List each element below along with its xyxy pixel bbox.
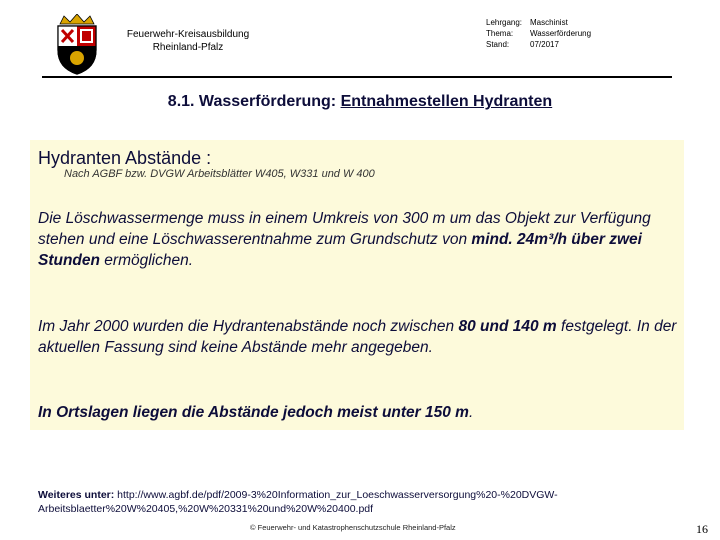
meta-row-course: [486, 17, 591, 28]
meta-key: Stand:: [486, 40, 510, 49]
paragraph-urban-distances: [38, 402, 678, 423]
course-meta: [486, 17, 591, 50]
source-note: Nach AGBF bzw. DVGW Arbeitsblätter W405, W331 und W 400: [64, 168, 375, 180]
meta-value: Wasserförderung: [530, 29, 592, 38]
meta-value: Maschinist: [530, 18, 568, 27]
p1-text-a: Die Löschwassermenge muss in einem Umkreis von 300 m um das Objekt zur Verfügung stehen und eine Löschwasserentnahme zum Grundschutz von: [38, 210, 651, 248]
p2-text-c: festgelegt. In der aktuellen Fassung sind keine Abstände mehr angegeben.: [38, 318, 677, 356]
p2-text-bold: 80 und 140 m: [458, 318, 557, 335]
meta-key: Lehrgang:: [486, 18, 523, 27]
p3-text-bold: In Ortslagen liegen die Abstände jedoch meist unter 150 m: [38, 404, 469, 421]
slide-title: [0, 93, 720, 111]
paragraph-hydrant-distances: [38, 316, 678, 358]
slide-title-prefix: 8.1. Wasserförderung:: [167, 93, 341, 110]
coat-of-arms-icon: [52, 14, 102, 76]
p2-text-a: Im Jahr 2000 wurden die Hydrantenabstände noch zwischen: [38, 318, 459, 335]
meta-row-topic: [486, 28, 591, 39]
org-line-2: Rheinland-Pfalz: [152, 42, 224, 53]
slide-title-topic: Entnahmestellen Hydranten: [340, 93, 553, 110]
page-number: 16: [696, 522, 708, 536]
content-panel: [30, 140, 684, 430]
paragraph-water-quantity: [38, 208, 678, 271]
meta-value: 07/2017: [530, 40, 559, 49]
further-reading: [38, 488, 678, 516]
further-link[interactable]: http://www.agbf.de/pdf/2009-3%20Information_zur_Loeschwasserversorgung%20-%20DVGW-Arbeitsblaetter%20W%20405,%20W%20331%20und%20W%20400.pdf: [38, 489, 558, 515]
organization-name: [108, 28, 268, 54]
meta-key: Thema:: [486, 29, 514, 38]
p3-text-end: .: [468, 404, 474, 421]
org-line-1: Feuerwehr-Kreisausbildung: [126, 29, 250, 40]
meta-row-date: [486, 39, 591, 50]
section-heading: Hydranten Abstände :: [38, 148, 212, 168]
p1-text-c: ermöglichen.: [100, 252, 194, 269]
footer-copyright: © Feuerwehr- und Katastrophenschutzschule Rheinland-Pfalz: [250, 523, 456, 532]
further-label: Weiteres unter:: [38, 489, 115, 501]
header-divider: [42, 76, 672, 78]
p1-text-bold: mind. 24m³/h über zwei Stunden: [38, 231, 642, 269]
